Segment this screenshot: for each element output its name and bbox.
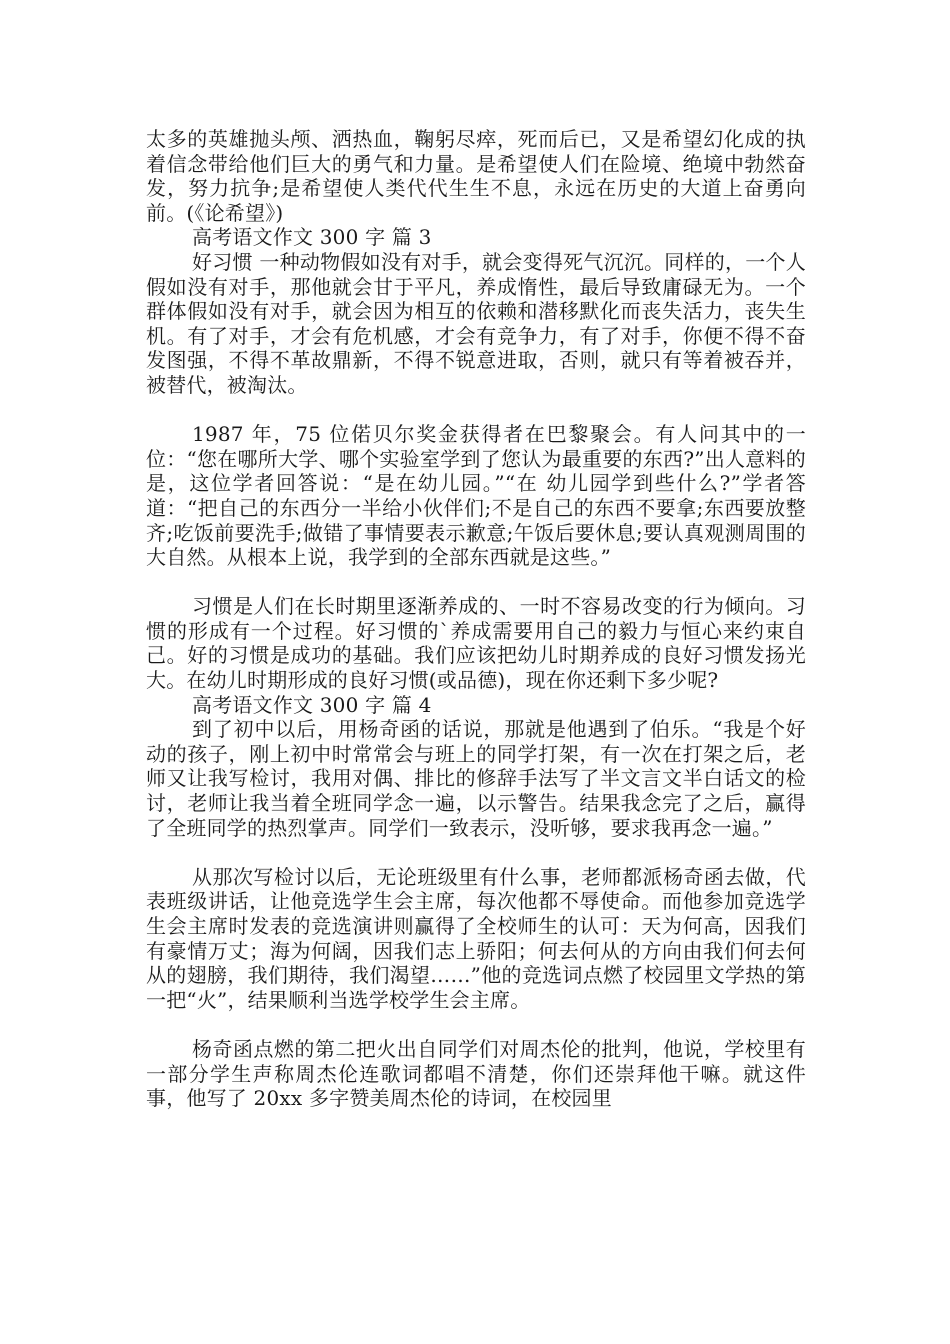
paragraph-second-fire: 杨奇函点燃的第二把火出自同学们对周杰伦的批判，他说，学校里有一部分学生声称周杰伦连歌词都唱不清楚，你们还崇拜他干嘛。就这件事，他写了 20xx 多字赞美周杰伦的诗词，在校园里	[146, 1036, 806, 1111]
paragraph-nobel-laureates: 1987 年，75 位偌贝尔奖金获得者在巴黎聚会。有人问其中的一位：“您在哪所大学、哪个实验室学到了您认为最重要的东西?”出人意料的是，这位学者回答说：“是在幼儿园。”“在 幼儿园学到些什么?”学者答道：“把自己的东西分一半给小伙伴们;不是自己的东西不要拿;东西要放整齐;吃饭前要洗手;做错了事情要表示歉意;午饭后要休息;要认真观测周围的大自然。从根本上说，我学到的全部东西就是这些。”	[146, 422, 806, 570]
paragraph-gap	[146, 1012, 806, 1037]
paragraph-gap	[146, 398, 806, 423]
paragraph-good-habits: 好习惯 一种动物假如没有对手，就会变得死气沉沉。同样的，一个人假如没有对手，那他就会甘于平凡，养成惰性，最后导致庸碌无为。一个群体假如没有对手，就会因为相互的依赖和潜移默化而丧失活力，丧失生机。有了对手，才会有危机感，才会有竞争力，有了对手，你便不得不奋发图强，不得不革故鼎新，不得不锐意进取，否则，就只有等着被吞并，被替代，被淘汰。	[146, 249, 806, 397]
document-body	[146, 127, 806, 1111]
paragraph-continuation: 太多的英雄抛头颅、洒热血，鞠躬尽瘁，死而后已，又是希望幻化成的执着信念带给他们巨大的勇气和力量。是希望使人们在险境、绝境中勃然奋发，努力抗争;是希望使人类代代生生不息，永远在历史的大道上奋勇向前。(《论希望》)	[146, 127, 806, 225]
paragraph-middle-school: 到了初中以后，用杨奇函的话说，那就是他遇到了伯乐。“我是个好动的孩子，刚上初中时常常会与班上的同学打架，有一次在打架之后，老师又让我写检讨，我用对偶、排比的修辞手法写了半文言文半白话文的检讨，老师让我当着全班同学念一遍，以示警告。结果我念完了之后，赢得了全班同学的热烈掌声。同学们一致表示，没听够，要求我再念一遍。”	[146, 717, 806, 840]
paragraph-gap	[146, 570, 806, 595]
section-heading-4: 高考语文作文 300 字 篇 4	[192, 692, 432, 717]
section-heading-3: 高考语文作文 300 字 篇 3	[192, 225, 432, 250]
paragraph-gap	[146, 840, 806, 865]
paragraph-habit-definition: 习惯是人们在长时期里逐渐养成的、一时不容易改变的行为倾向。习惯的形成有一个过程。好习惯的`养成需要用自己的毅力与恒心来约束自己。好的习惯是成功的基础。我们应该把幼儿时期养成的良好习惯发扬光大。在幼儿时期形成的良好习惯(或品德)，现在你还剩下多少呢?	[146, 594, 806, 693]
paragraph-student-council: 从那次写检讨以后，无论班级里有什么事，老师都派杨奇函去做，代表班级讲话，让他竞选学生会主席，每次他都不辱使命。而他参加竞选学生会主席时发表的竞选演讲则赢得了全校师生的认可：天为何高，因我们有豪情万丈；海为何阔，因我们志上骄阳；何去何从的方向由我们何去何从的翅膀，我们期待，我们渴望……”他的竞选词点燃了校园里文学热的第一把“火”，结果顺利当选学校学生会主席。	[146, 864, 806, 1012]
